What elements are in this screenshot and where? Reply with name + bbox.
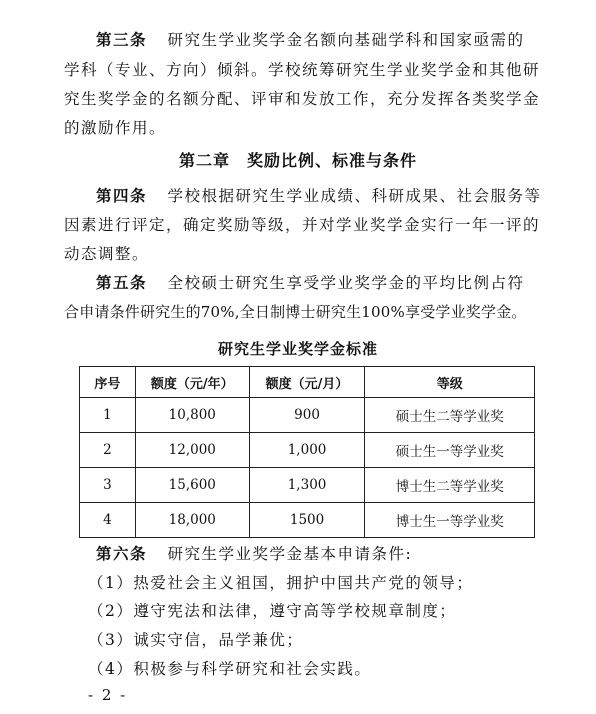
condition-item-3: （3）诚实守信，品学兼优； — [88, 631, 304, 649]
article-4-text: 学校根据研究生学业成绩、科研成果、社会服务等 — [167, 187, 542, 205]
chapter-2-title: 第二章 奖励比例、标准与条件 — [178, 151, 417, 170]
table-row — [80, 503, 535, 538]
article-3-heading: 第三条 — [96, 31, 148, 49]
cell-annual: 12,000 — [135, 433, 249, 468]
page-number: - 2 - — [88, 686, 128, 704]
article-6-heading: 第六条 — [96, 545, 148, 563]
header-grade: 等级 — [365, 367, 535, 398]
cell-annual: 10,800 — [135, 398, 249, 433]
condition-item-2: （2）遵守宪法和法律，遵守高等学校规章制度； — [88, 602, 457, 620]
article-5-line-2: 合申请条件研究生的70%,全日制博士研究生100%享受学业奖学金。 — [64, 303, 527, 321]
article-5-line-1 — [96, 273, 534, 293]
article-6-text: 研究生学业奖学金基本申请条件: — [167, 545, 413, 563]
article-3-text: 研究生学业奖学金名额向基础学科和国家亟需的 — [167, 31, 525, 49]
cell-monthly: 1,300 — [249, 468, 365, 503]
article-3-line-1 — [96, 30, 534, 50]
cell-monthly: 1,000 — [249, 433, 365, 468]
table-row — [80, 468, 535, 503]
cell-grade: 博士生一等学业奖 — [365, 503, 535, 538]
article-3-line-2: 学科（专业、方向）倾斜。学校统筹研究生学业奖学金和其他研 — [64, 61, 541, 79]
condition-item-1: （1）热爱社会主义祖国，拥护中国共产党的领导； — [88, 574, 474, 592]
cell-index: 1 — [80, 398, 136, 433]
header-monthly-amount: 额度（元/月） — [249, 367, 365, 398]
article-4-line-3: 动态调整。 — [64, 245, 150, 263]
cell-index: 4 — [80, 503, 136, 538]
article-6-line-1 — [96, 544, 534, 564]
article-4-line-1 — [96, 186, 542, 206]
cell-monthly: 900 — [249, 398, 365, 433]
cell-annual: 18,000 — [135, 503, 249, 538]
cell-grade: 博士生二等学业奖 — [365, 468, 535, 503]
article-4-heading: 第四条 — [96, 187, 148, 205]
cell-grade: 硕士生二等学业奖 — [365, 398, 535, 433]
header-index: 序号 — [80, 367, 136, 398]
table-row — [80, 433, 535, 468]
table-row — [80, 398, 535, 433]
table-header-row — [80, 367, 535, 398]
article-5-text: 全校硕士研究生享受学业奖学金的平均比例占符 — [167, 274, 525, 292]
cell-grade: 硕士生一等学业奖 — [365, 433, 535, 468]
article-5-heading: 第五条 — [96, 274, 148, 292]
article-4-line-2: 因素进行评定，确定奖励等级，并对学业奖学金实行一年一评的 — [64, 216, 541, 234]
condition-item-4: （4）积极参与科学研究和社会实践。 — [88, 660, 372, 678]
header-annual-amount: 额度（元/年） — [135, 367, 249, 398]
cell-index: 3 — [80, 468, 136, 503]
article-3-line-4: 的激励作用。 — [64, 119, 167, 137]
article-3-line-3: 究生奖学金的名额分配、评审和发放工作，充分发挥各类奖学金 — [64, 90, 541, 108]
cell-monthly: 1500 — [249, 503, 365, 538]
table-title: 研究生学业奖学金标准 — [217, 340, 378, 358]
scholarship-table — [79, 366, 535, 538]
cell-annual: 15,600 — [135, 468, 249, 503]
cell-index: 2 — [80, 433, 136, 468]
